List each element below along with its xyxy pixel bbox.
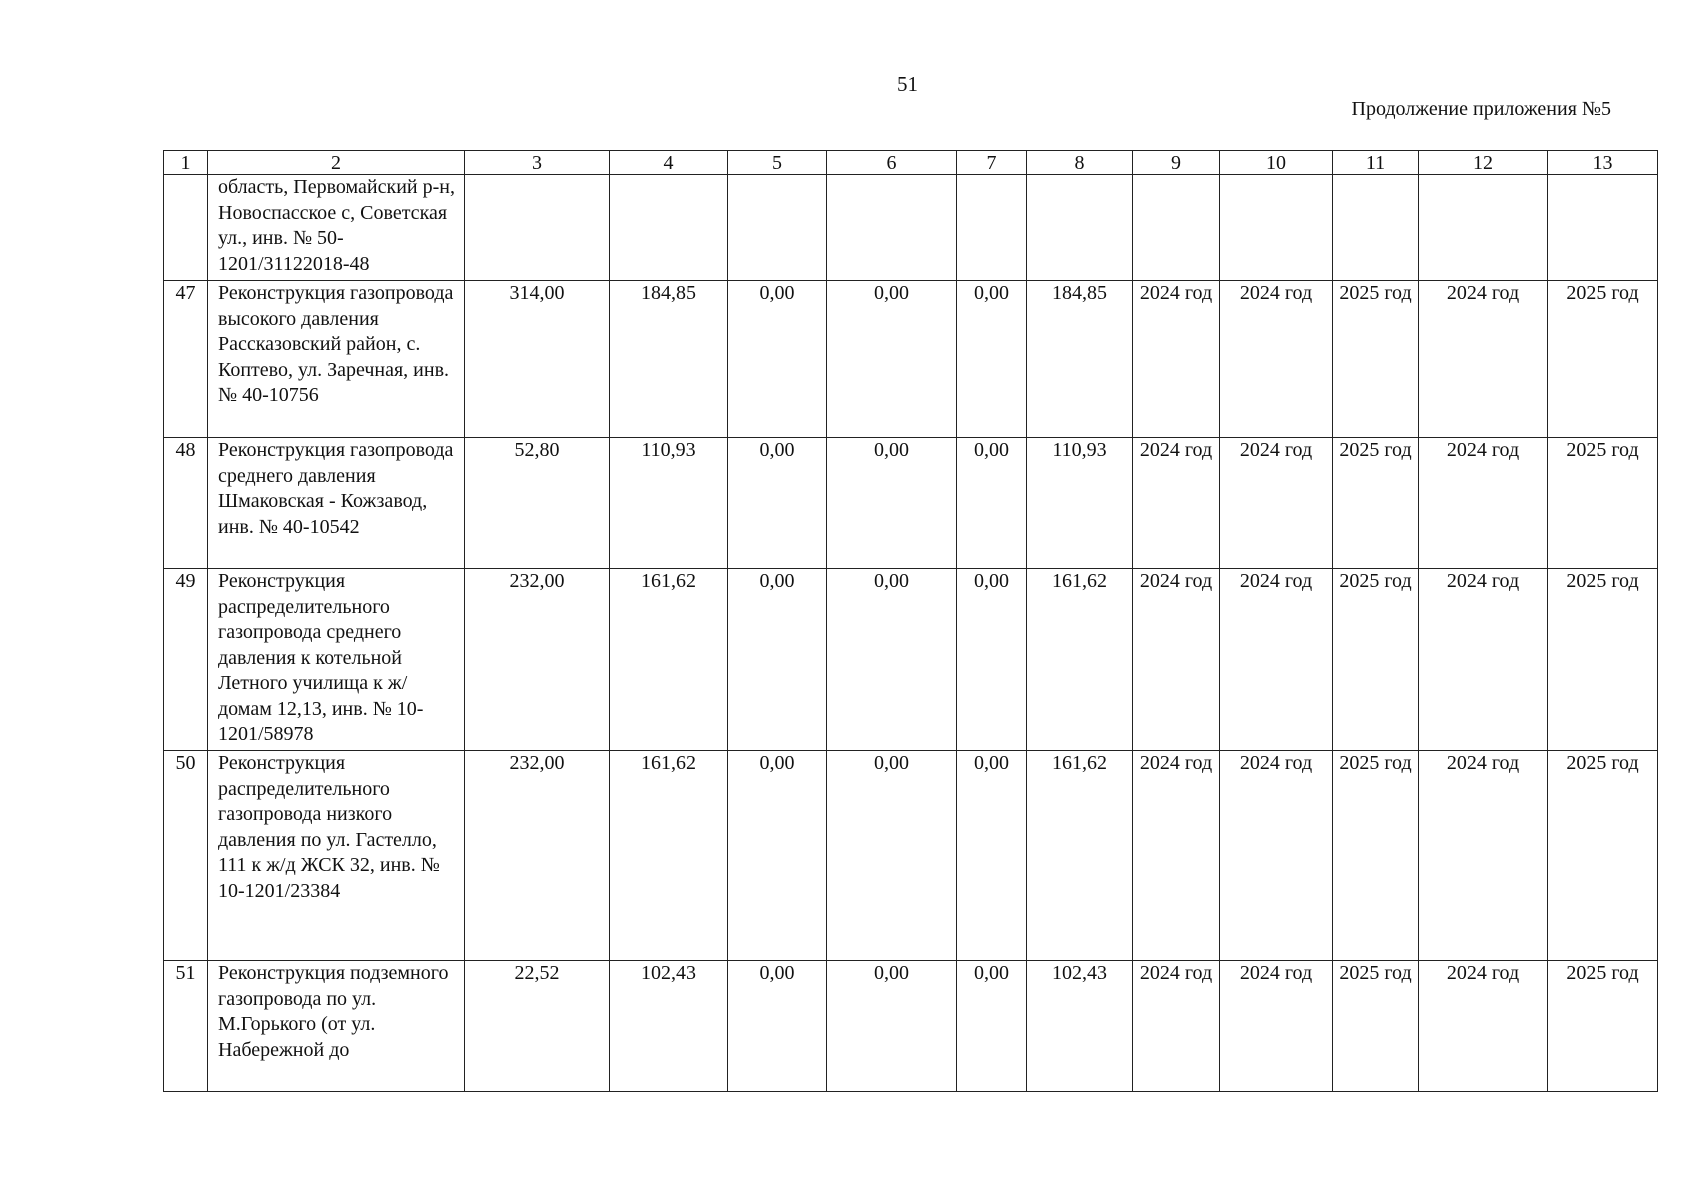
value-cell: 0,00 xyxy=(728,961,827,1092)
page-number: 51 xyxy=(897,72,918,96)
value-cell: 0,00 xyxy=(728,751,827,961)
table-row xyxy=(164,751,1658,961)
value-cell: 232,00 xyxy=(465,751,610,961)
row-number-cell: 50 xyxy=(164,751,208,961)
value-cell: 161,62 xyxy=(610,751,728,961)
year-cell: 2025 год xyxy=(1333,281,1419,438)
value-cell: 184,85 xyxy=(610,281,728,438)
year-cell: 2024 год xyxy=(1419,438,1548,569)
value-cell xyxy=(827,175,957,281)
year-cell: 2024 год xyxy=(1133,961,1220,1092)
header-cell: 6 xyxy=(827,151,957,175)
value-cell xyxy=(465,175,610,281)
value-cell xyxy=(610,175,728,281)
value-cell: 0,00 xyxy=(728,281,827,438)
row-number-cell: 47 xyxy=(164,281,208,438)
value-cell: 0,00 xyxy=(728,438,827,569)
value-cell: 0,00 xyxy=(827,569,957,751)
year-cell: 2024 год xyxy=(1419,751,1548,961)
year-cell xyxy=(1419,175,1548,281)
value-cell: 102,43 xyxy=(1027,961,1133,1092)
value-cell: 102,43 xyxy=(610,961,728,1092)
appendix-label: Продолжение приложения №5 xyxy=(1351,98,1611,120)
header-cell: 11 xyxy=(1333,151,1419,175)
table-row xyxy=(164,438,1658,569)
value-cell: 0,00 xyxy=(957,961,1027,1092)
year-cell xyxy=(1333,175,1419,281)
year-cell: 2025 год xyxy=(1333,438,1419,569)
header-row xyxy=(164,151,1658,175)
value-cell: 0,00 xyxy=(957,438,1027,569)
row-number-cell: 48 xyxy=(164,438,208,569)
year-cell: 2024 год xyxy=(1220,281,1333,438)
value-cell: 110,93 xyxy=(610,438,728,569)
value-cell: 52,80 xyxy=(465,438,610,569)
value-cell: 0,00 xyxy=(827,438,957,569)
value-cell: 0,00 xyxy=(827,961,957,1092)
object-name-cell: область, Первомайский р-н, Новоспасское с, Советская ул., инв. № 50-1201/31122018-48 xyxy=(208,175,465,281)
year-cell: 2025 год xyxy=(1548,961,1658,1092)
value-cell: 22,52 xyxy=(465,961,610,1092)
year-cell: 2024 год xyxy=(1419,569,1548,751)
object-name-cell: Реконструкция газопровода высокого давления Рассказовский район, с. Коптево, ул. Заречная, инв. № 40-10756 xyxy=(208,281,465,438)
year-cell: 2025 год xyxy=(1548,569,1658,751)
value-cell: 161,62 xyxy=(1027,569,1133,751)
year-cell xyxy=(1220,175,1333,281)
object-name-cell: Реконструкция распределительного газопровода низкого давления по ул. Гастелло, 111 к ж/д ЖСК 32, инв. № 10-1201/23384 xyxy=(208,751,465,961)
value-cell: 184,85 xyxy=(1027,281,1133,438)
row-number-cell: 49 xyxy=(164,569,208,751)
value-cell: 0,00 xyxy=(957,751,1027,961)
year-cell: 2025 год xyxy=(1333,569,1419,751)
year-cell: 2024 год xyxy=(1419,281,1548,438)
year-cell: 2024 год xyxy=(1220,569,1333,751)
value-cell: 0,00 xyxy=(827,281,957,438)
year-cell: 2024 год xyxy=(1419,961,1548,1092)
year-cell: 2024 год xyxy=(1133,569,1220,751)
value-cell: 314,00 xyxy=(465,281,610,438)
value-cell: 0,00 xyxy=(827,751,957,961)
value-cell: 232,00 xyxy=(465,569,610,751)
header-cell: 13 xyxy=(1548,151,1658,175)
value-cell: 0,00 xyxy=(728,569,827,751)
year-cell xyxy=(1548,175,1658,281)
year-cell: 2024 год xyxy=(1220,751,1333,961)
year-cell: 2025 год xyxy=(1333,961,1419,1092)
header-cell: 12 xyxy=(1419,151,1548,175)
object-name-cell: Реконструкция газопровода среднего давления Шмаковская - Кожзавод, инв. № 40-10542 xyxy=(208,438,465,569)
row-number-cell xyxy=(164,175,208,281)
year-cell: 2024 год xyxy=(1133,751,1220,961)
year-cell: 2025 год xyxy=(1548,751,1658,961)
header-cell: 10 xyxy=(1220,151,1333,175)
table-row xyxy=(164,569,1658,751)
value-cell: 161,62 xyxy=(1027,751,1133,961)
header-cell: 3 xyxy=(465,151,610,175)
object-name-cell: Реконструкция распределительного газопровода среднего давления к котельной Летного училища к ж/домам 12,13, инв. № 10-1201/58978 xyxy=(208,569,465,751)
value-cell xyxy=(1027,175,1133,281)
year-cell: 2024 год xyxy=(1220,961,1333,1092)
header-cell: 5 xyxy=(728,151,827,175)
year-cell: 2025 год xyxy=(1548,281,1658,438)
header-cell: 1 xyxy=(164,151,208,175)
year-cell: 2025 год xyxy=(1333,751,1419,961)
value-cell: 0,00 xyxy=(957,281,1027,438)
header-cell: 2 xyxy=(208,151,465,175)
value-cell xyxy=(957,175,1027,281)
year-cell: 2024 год xyxy=(1133,438,1220,569)
value-cell: 161,62 xyxy=(610,569,728,751)
value-cell xyxy=(728,175,827,281)
value-cell: 0,00 xyxy=(957,569,1027,751)
table-body xyxy=(164,175,1658,1092)
year-cell: 2024 год xyxy=(1133,281,1220,438)
header-cell: 7 xyxy=(957,151,1027,175)
table-row xyxy=(164,961,1658,1092)
year-cell xyxy=(1133,175,1220,281)
header-cell: 9 xyxy=(1133,151,1220,175)
row-number-cell: 51 xyxy=(164,961,208,1092)
data-table xyxy=(163,150,1658,1092)
header-cell: 4 xyxy=(610,151,728,175)
year-cell: 2024 год xyxy=(1220,438,1333,569)
table-row xyxy=(164,175,1658,281)
table-row xyxy=(164,281,1658,438)
year-cell: 2025 год xyxy=(1548,438,1658,569)
header-cell: 8 xyxy=(1027,151,1133,175)
value-cell: 110,93 xyxy=(1027,438,1133,569)
object-name-cell: Реконструкция подземного газопровода по ул. М.Горького (от ул. Набережной до xyxy=(208,961,465,1092)
